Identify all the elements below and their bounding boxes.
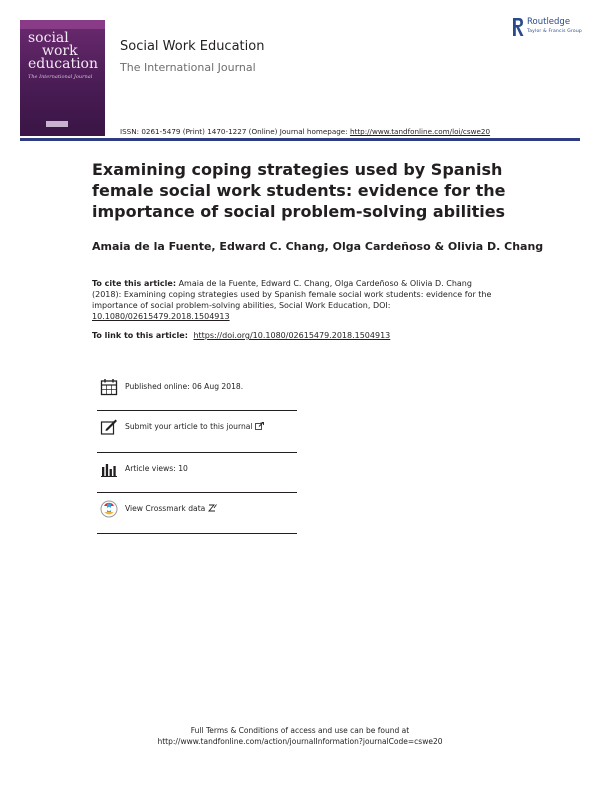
article-views-text: Article views: 10 — [125, 464, 188, 473]
publisher-tagline: Taylor & Francis Group — [527, 29, 582, 34]
citation-block — [92, 278, 492, 322]
article-link-line — [92, 331, 390, 340]
external-link-icon — [208, 504, 217, 512]
cover-title-line-3: education — [28, 56, 98, 72]
footer — [0, 725, 600, 747]
routledge-logo-icon — [511, 17, 525, 37]
publisher-name: Routledge — [527, 17, 571, 27]
journal-cover — [20, 20, 105, 136]
info-divider — [97, 492, 297, 493]
header-divider — [20, 138, 580, 141]
submit-article-label: Submit your article to this journal — [125, 422, 253, 431]
journal-subtitle: The International Journal — [120, 61, 256, 74]
info-divider — [97, 410, 297, 411]
published-online-row — [97, 378, 297, 419]
external-link-icon — [255, 422, 264, 430]
journal-homepage-link[interactable]: http://www.tandfonline.com/loi/cswe20 — [349, 127, 491, 136]
bar-chart-icon — [100, 460, 118, 478]
info-divider — [97, 533, 297, 534]
crossmark-text — [125, 504, 217, 513]
crossmark-row[interactable] — [97, 500, 297, 541]
citation-doi-link[interactable]: 10.1080/02615479.2018.1504913 — [92, 312, 230, 321]
cover-strip — [20, 20, 105, 29]
cover-title-line-1: social — [28, 30, 69, 46]
article-doi-link[interactable]: https://doi.org/10.1080/02615479.2018.1504913 — [193, 331, 391, 340]
issn-line — [120, 127, 490, 136]
cover-publisher-mark — [46, 121, 68, 127]
cover-title-line-2: work — [42, 43, 78, 59]
cover-subtitle: The International Journal — [28, 74, 93, 80]
citation-text: Amaia de la Fuente, Edward C. Chang, Olga Cardeñoso & Olivia D. Chang (2018): Examining coping strategies used by Spanish female social work students: evidence for the importance of social problem-solving abilities, Social Work Education, DOI: — [92, 279, 492, 310]
article-link-label: To link to this article: — [92, 331, 188, 340]
footer-terms-link[interactable]: http://www.tandfonline.com/action/journalInformation?journalCode=cswe20 — [157, 737, 443, 746]
edit-icon — [100, 418, 118, 436]
article-title: Examining coping strategies used by Spanish female social work students: evidence for the importance of social problem-solving abilities — [92, 160, 506, 221]
issn-text: ISSN: 0261-5479 (Print) 1470-1227 (Online) Journal homepage: — [120, 127, 348, 136]
article-views-row — [97, 460, 297, 501]
citation-label: To cite this article: — [92, 279, 177, 288]
published-online-text: Published online: 06 Aug 2018. — [125, 382, 244, 391]
info-divider — [97, 452, 297, 453]
footer-terms-text: Full Terms & Conditions of access and use can be found at — [190, 726, 410, 735]
journal-title: Social Work Education — [120, 39, 265, 54]
crossmark-icon — [100, 500, 118, 518]
article-authors: Amaia de la Fuente, Edward C. Chang, Olga Cardeñoso & Olivia D. Chang — [92, 240, 544, 253]
submit-article-text — [125, 422, 264, 431]
calendar-icon — [100, 378, 118, 396]
crossmark-label: View Crossmark data — [125, 504, 206, 513]
